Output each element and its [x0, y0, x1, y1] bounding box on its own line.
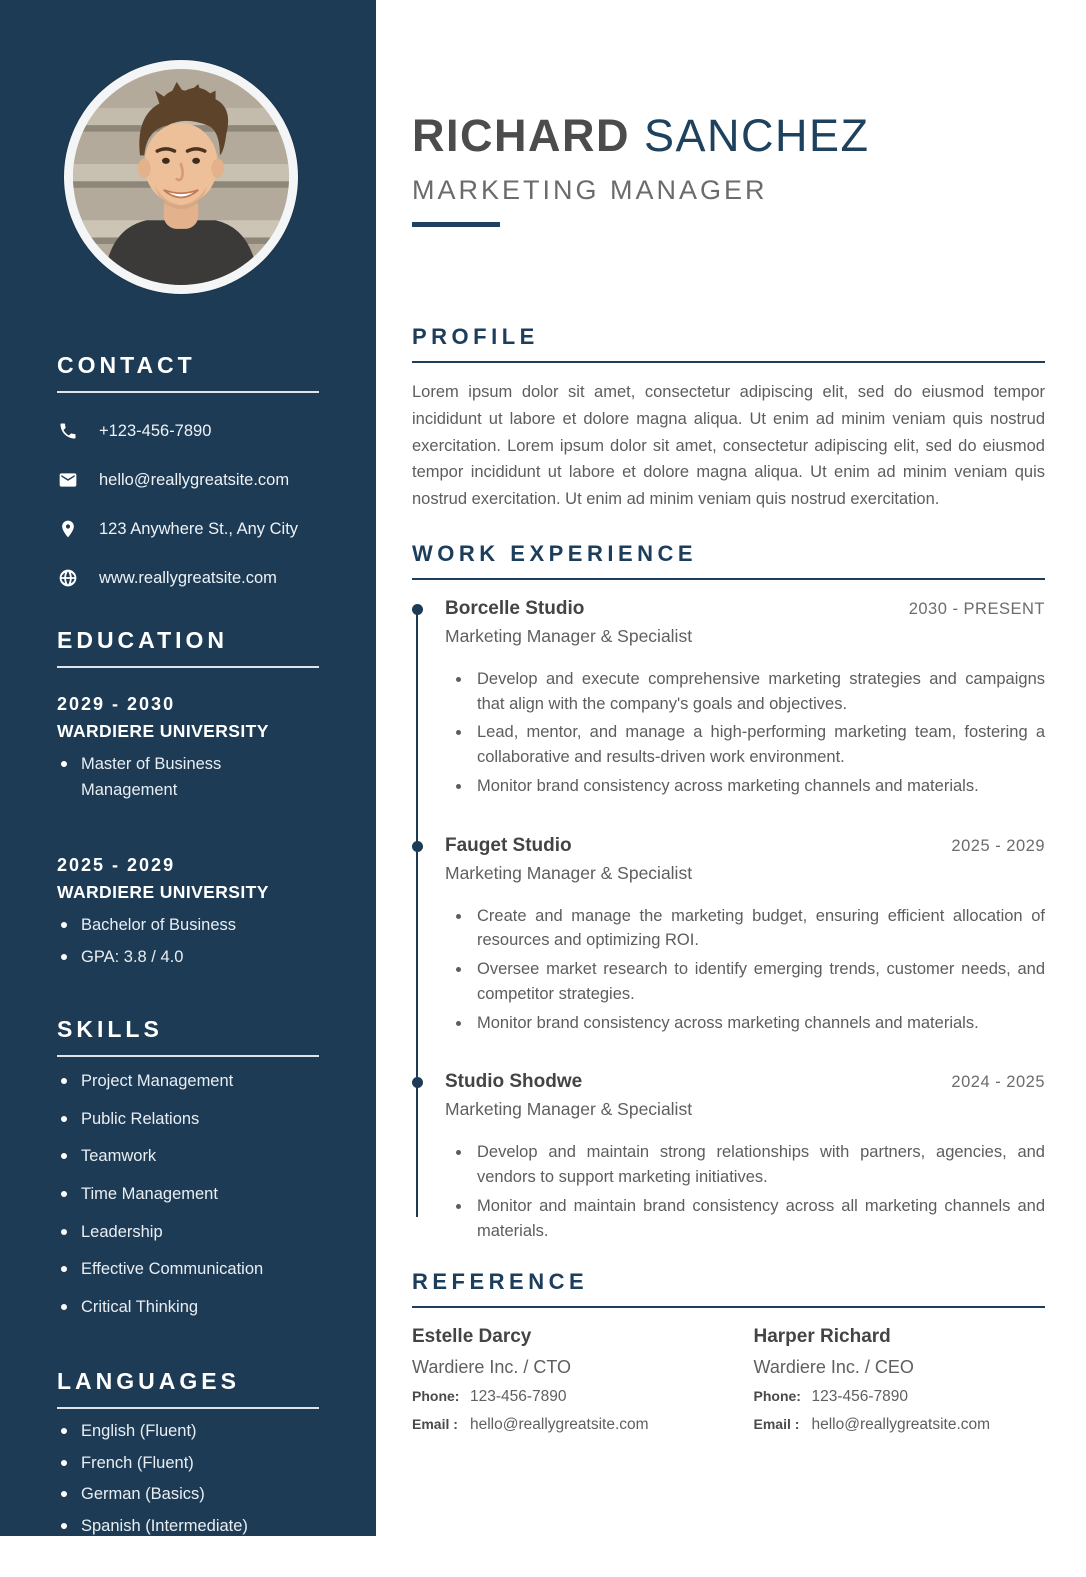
job-period: 2024 - 2025	[951, 1073, 1045, 1092]
reference-phone: 123-456-7890	[470, 1388, 567, 1406]
profile-photo	[73, 69, 289, 285]
reference-entry-estelle	[412, 1326, 704, 1434]
globe-icon	[57, 567, 79, 589]
language-item: Spanish (Intermediate)	[57, 1514, 319, 1540]
reference-phone-row	[412, 1388, 704, 1406]
education-years: 2025 - 2029	[57, 855, 176, 876]
skill-item: Time Management	[57, 1182, 319, 1208]
job-bullet: Oversee market research to identify emerging trends, customer needs, and competitor strategies.	[473, 957, 1045, 1007]
skill-item: Effective Communication	[57, 1257, 319, 1283]
contact-email-text: hello@reallygreatsite.com	[99, 470, 290, 489]
person-name	[412, 112, 1045, 159]
reference-name: Estelle Darcy	[412, 1326, 532, 1348]
contact-item-phone	[57, 420, 319, 442]
languages-heading: LANGUAGES	[57, 1368, 319, 1409]
job-header	[445, 835, 1045, 857]
phone-label: Phone:	[753, 1388, 801, 1405]
education-entry	[57, 694, 319, 803]
job-entry-shodwe	[445, 1071, 1045, 1243]
language-item: German (Basics)	[57, 1482, 319, 1508]
education-detail-item: Master of Business Management	[57, 752, 319, 803]
education-details	[57, 752, 319, 803]
education-detail-item: Bachelor of Business	[57, 913, 319, 939]
contact-heading: CONTACT	[57, 352, 319, 393]
skill-item: Public Relations	[57, 1107, 319, 1133]
name-header	[412, 112, 1045, 227]
language-item: French (Fluent)	[57, 1451, 319, 1477]
job-bullet: Lead, mentor, and manage a high-performing marketing team, fostering a collaborative and results-driven work environment.	[473, 720, 1045, 770]
contact-list	[57, 420, 319, 589]
education-section	[57, 627, 319, 970]
job-entry-borcelle	[445, 598, 1045, 799]
skill-item: Project Management	[57, 1069, 319, 1095]
reference-email: hello@reallygreatsite.com	[470, 1416, 649, 1434]
reference-heading: REFERENCE	[412, 1269, 1045, 1308]
job-bullets	[445, 1140, 1045, 1243]
job-bullet: Monitor brand consistency across marketing channels and materials.	[473, 1011, 1045, 1036]
job-period: 2030 - PRESENT	[908, 599, 1045, 618]
reference-section	[412, 1269, 1045, 1434]
profile-photo-illustration	[73, 69, 289, 285]
phone-label: Phone:	[412, 1388, 460, 1405]
skill-item: Critical Thinking	[57, 1295, 319, 1321]
contact-phone-text: +123-456-7890	[99, 421, 212, 440]
job-bullet: Monitor brand consistency across marketing channels and materials.	[473, 774, 1045, 799]
reference-entry-harper	[754, 1326, 1046, 1434]
reference-email: hello@reallygreatsite.com	[811, 1416, 991, 1434]
education-school: WARDIERE UNIVERSITY	[57, 882, 269, 903]
job-entry-fauget	[445, 835, 1045, 1036]
first-name: RICHARD	[412, 110, 630, 161]
reference-name: Harper Richard	[753, 1326, 891, 1348]
reference-phone-row	[754, 1388, 1046, 1406]
job-bullet: Develop and maintain strong relationships with partners, agencies, and vendors to support marketing initiatives.	[473, 1140, 1045, 1190]
timeline-dot	[412, 841, 423, 852]
reference-email-row	[754, 1416, 1046, 1434]
education-detail-item: GPA: 3.8 / 4.0	[57, 945, 319, 971]
skills-list	[57, 1069, 319, 1320]
profile-text: Lorem ipsum dolor sit amet, consectetur adipiscing elit, sed do eiusmod tempor incididunt ut labore et dolore magna aliqua. Ut enim ad minim veniam quis nostrud exercitation. Lorem ipsum dolor sit amet, consectetur adipiscing elit, sed do eiusmod tempor incididunt ut labore et dolore magna aliqua. Ut enim ad minim veniam quis nostrud exercitation. Ut enim ad minim veniam quis nostrud exercitation.	[412, 383, 1045, 509]
education-heading: EDUCATION	[57, 627, 319, 668]
sidebar-content	[57, 352, 319, 1577]
timeline-dot	[412, 604, 423, 615]
timeline-dot	[412, 1077, 423, 1088]
languages-list	[57, 1419, 319, 1539]
reference-grid	[412, 1326, 1045, 1434]
job-bullets	[445, 667, 1045, 799]
main-column	[412, 0, 1045, 1434]
contact-item-address	[57, 518, 319, 540]
work-experience-section	[412, 541, 1045, 1244]
skills-heading: SKILLS	[57, 1016, 319, 1057]
email-icon	[57, 469, 79, 491]
job-company: Borcelle Studio	[445, 597, 585, 619]
reference-email-row	[412, 1416, 704, 1434]
reference-title: Wardiere Inc. / CTO	[412, 1357, 572, 1378]
work-experience-heading: WORK EXPERIENCE	[412, 541, 1045, 580]
languages-section	[57, 1368, 319, 1539]
job-company: Fauget Studio	[445, 834, 572, 856]
job-role: Marketing Manager & Specialist	[445, 1099, 693, 1120]
sidebar	[0, 0, 376, 1536]
contact-address-text: 123 Anywhere St., Any City	[99, 519, 299, 538]
phone-icon	[57, 420, 79, 442]
education-entry	[57, 855, 319, 970]
email-label: Email :	[753, 1416, 800, 1433]
profile-heading: PROFILE	[412, 324, 1045, 363]
job-company: Studio Shodwe	[445, 1071, 583, 1093]
reference-phone: 123-456-7890	[811, 1388, 909, 1406]
language-item: English (Fluent)	[57, 1419, 319, 1445]
profile-section	[412, 324, 1045, 513]
contact-website-text: www.reallygreatsite.com	[99, 568, 277, 587]
education-details	[57, 913, 319, 970]
job-period: 2025 - 2029	[951, 836, 1045, 855]
job-bullet: Develop and execute comprehensive marketing strategies and campaigns that align with the company's goals and objectives.	[473, 667, 1045, 717]
job-bullets	[445, 904, 1045, 1036]
job-header	[445, 598, 1045, 620]
contact-section	[57, 352, 319, 589]
profile-photo-ring	[64, 60, 298, 294]
job-role: Marketing Manager & Specialist	[445, 862, 693, 883]
education-school: WARDIERE UNIVERSITY	[57, 721, 269, 741]
email-label: Email :	[412, 1416, 458, 1433]
job-role: Marketing Manager & Specialist	[445, 625, 693, 646]
title-underline-bar	[412, 222, 500, 227]
skill-item: Teamwork	[57, 1144, 319, 1170]
skills-section	[57, 1016, 319, 1320]
work-timeline	[412, 598, 1045, 1244]
skill-item: Leadership	[57, 1220, 319, 1246]
location-icon	[57, 518, 79, 540]
job-bullet: Create and manage the marketing budget, ensuring efficient allocation of resources and optimizing ROI.	[473, 904, 1045, 954]
contact-item-website	[57, 567, 319, 589]
job-header	[445, 1071, 1045, 1093]
reference-title: Wardiere Inc. / CEO	[753, 1357, 914, 1378]
education-years: 2029 - 2030	[57, 694, 176, 714]
job-bullet: Monitor and maintain brand consistency across all marketing channels and materials.	[473, 1194, 1045, 1244]
contact-item-email	[57, 469, 319, 491]
job-title: MARKETING MANAGER	[412, 175, 768, 206]
last-name: SANCHEZ	[644, 110, 870, 161]
